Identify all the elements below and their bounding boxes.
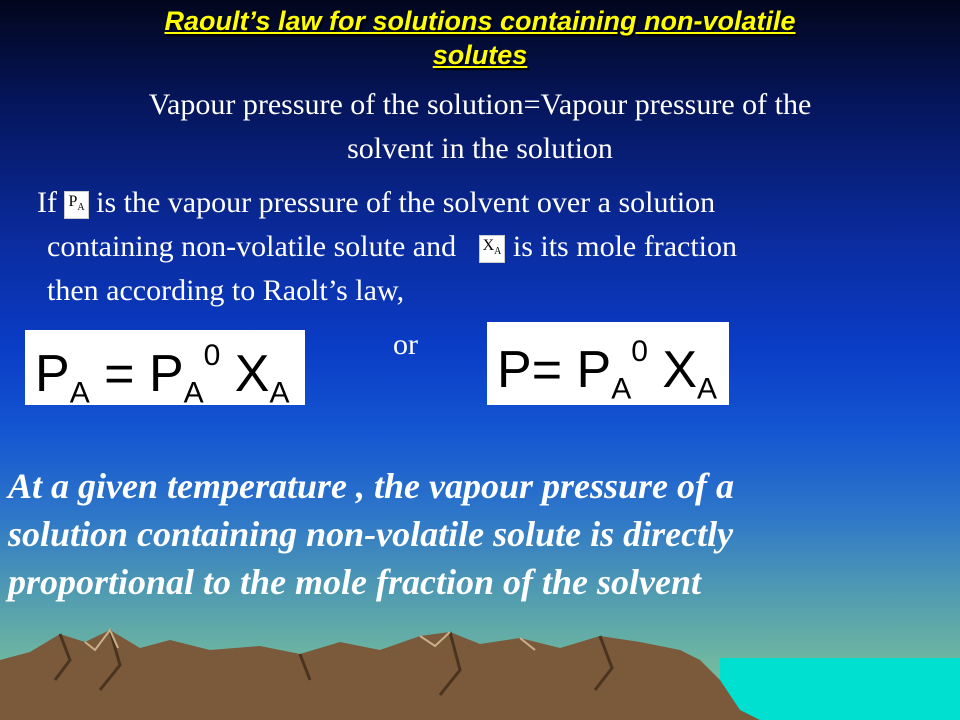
sea <box>720 658 960 720</box>
subtitle-line-2: solvent in the solution <box>347 132 613 165</box>
title-line-2: solutes <box>432 40 528 70</box>
para-text-2: containing non-volatile solute and <box>47 230 457 263</box>
formula-2: $P= P_A^0$ $X_A$ <box>487 322 729 405</box>
para-text-3: is its mole fraction <box>512 230 737 263</box>
or-text: or <box>393 328 418 361</box>
subtitle <box>40 83 920 171</box>
statement-line-3: proportional to the mole fraction of the solvent <box>8 562 702 602</box>
para-line-3: then according to Raolt’s law, <box>47 274 405 307</box>
symbol-xa: $X_A$ <box>479 235 506 263</box>
formula-1: $P_A = P_A^0$ $X_A$ <box>25 330 305 405</box>
para-text-1: is the vapour pressure of the solvent over a solution <box>96 186 716 219</box>
mountain-landscape <box>0 620 960 720</box>
symbol-pa: $P_A$ <box>64 191 88 219</box>
para-line-2 <box>47 225 737 269</box>
para-if: If <box>37 186 57 219</box>
subtitle-line-1: Vapour pressure of the solution=Vapour pressure of the <box>148 88 812 121</box>
para-line-1 <box>37 181 715 225</box>
title-line-1: Raoult’s law for solutions containing non-volatile <box>164 6 796 36</box>
statement-line-2: solution containing non-volatile solute is directly <box>8 514 734 554</box>
slide-title <box>40 4 920 72</box>
law-statement <box>8 462 958 606</box>
statement-line-1: At a given temperature , the vapour pressure of a <box>8 466 734 506</box>
